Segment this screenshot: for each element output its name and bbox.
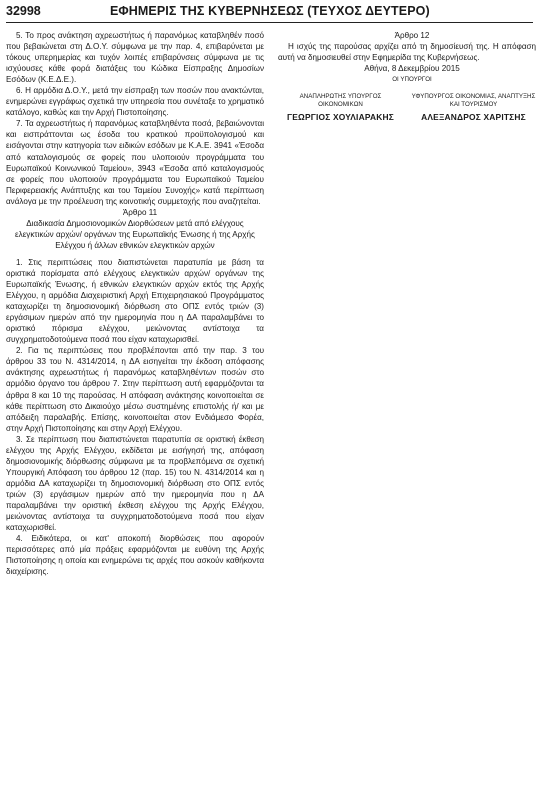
page-number: 32998 xyxy=(6,4,41,18)
page-header xyxy=(6,4,533,23)
article-12-text: Η ισχύς της παρούσας αρχίζει από τη δημοσίευσή της. Η απόφαση αυτή να δημοσιευθεί στην Εφημερίδα της Κυβερνήσεως. xyxy=(278,42,536,63)
signature-block-2 xyxy=(411,93,536,123)
signing-date: Αθήνα, 8 Δεκεμβρίου 2015 xyxy=(364,64,460,74)
signature-1-name: ΓΕΩΡΓΙΟΣ ΧΟΥΛΙΑΡΑΚΗΣ xyxy=(287,112,394,123)
signature-2-role: ΥΦΥΠΟΥΡΓΟΣ ΟΙΚΟΝΟΜΙΑΣ, ΑΝΑΠΤΥΞΗΣ ΚΑΙ ΤΟΥΡΙΣΜΟΥ xyxy=(411,93,536,108)
paragraph-7: 7. Τα αχρεωστήτως ή παρανόμως καταβληθέντα ποσά, βεβαιώνονται και εισπράττονται ως έσοδα του κρατικού προϋπολογισμού και εισάγονται στην κατηγορία των ειδικών εσόδων με Κ.Α.Ε. 3941 «Έσοδα από καταλογισμούς σε φορείς που υλοποιούν προγράμματα του Ευρωπαϊκού Κοινωνικού Ταμείου», 3943 «Έσοδα από καταλογισμούς σε φορείς που υλοποιούν προγράμματα του Ευρωπαϊκού Ταμείου Περιφερειακής Ανάπτυξης και του Ταμείου Συνοχής» κατά περίπτωση ανάλογα με την προέλευση της κοινοτικής συμμετοχής που αναζητείται. xyxy=(6,119,264,206)
signature-block-1 xyxy=(278,93,403,123)
signature-1-role: ΑΝΑΠΛΗΡΩΤΗΣ ΥΠΟΥΡΓΟΣ ΟΙΚΟΝΟΜΙΚΩΝ xyxy=(299,93,382,108)
right-column xyxy=(278,30,536,123)
article-11-heading: Άρθρο 11 xyxy=(122,207,158,217)
left-column xyxy=(6,30,264,577)
gazette-title: ΕΦΗΜΕΡΙΣ ΤΗΣ ΚΥΒΕΡΝΗΣΕΩΣ (ΤΕΥΧΟΣ ΔΕΥΤΕΡΟ) xyxy=(110,4,430,18)
article-12-heading: Άρθρο 12 xyxy=(394,31,430,40)
article-11-subtitle: Διαδικασία Δημοσιονομικών Διορθώσεων μετά από ελέγχους ελεγκτικών αρχών/ οργάνων της Ευρωπαϊκής Ένωσης ή της Αρχής Ελέγχου ή άλλων εθνικών ελεγκτικών αρχών xyxy=(15,218,255,250)
article-11-paragraph-2: 2. Για τις περιπτώσεις που προβλέπονται από την παρ. 3 του άρθρου 33 του Ν. 4314/2014, η ΔΑ εισηγείται την έκδοση απόφασης ανάκτησης αχρεωστήτως ή παρανόμως καταβληθέντων ποσών στο αρμόδιο όργανο του άρθρου 7. Στην περίπτωση αυτή εφαρμόζονται τα άρθρα 8 και 10 της παρούσας. Η απόφαση ανάκτησης κοινοποιείται σε κάθε περίπτωση στο Δικαιούχο μέσω συστημένης επιστολής ή/ και με απόδειξη παραλαβής. Επίσης, κοινοποιείται στον Ενδιάμεσο Φορέα, στην Αρχή Πιστοποίησης και στην Αρχή Ελέγχου. xyxy=(6,346,264,433)
article-11-paragraph-1: 1. Στις περιπτώσεις που διαπιστώνεται παρατυπία με βάση τα οριστικά πορίσματα από ελέγχους ελεγκτικών αρχών/ οργάνων της Ευρωπαϊκής Ένωσης, ή εθνικών ελεγκτικών αρχών εκτός της Αρχής Ελέγχου, η αρμόδια Διαχειριστική Αρχή Επιχειρησιακού Προγράμματος καταχωρίζει τη δημοσιονομική διόρθωση στο ΟΠΣ εντός τριών (3) εργάσιμων ημερών από την ημερομηνία που η ΔΑ παραλαμβάνει το οριστικό πόρισμα ελέγχου, μειώνοντας αντίστοιχα τα συγχρηματοδοτούμενα ποσά που είχαν καταχωρισθεί. xyxy=(6,257,264,345)
paragraph-6: 6. Η αρμόδια Δ.Ο.Υ., μετά την είσπραξη των ποσών που ανακτώνται, ενημερώνει εγγράφως σχετικά την υπηρεσία που συνέταξε το χρηματικό κατάλογο, καθώς και την Αρχή Πιστοποίησης. xyxy=(6,86,264,118)
paragraph-5: 5. Το προς ανάκτηση αχρεωστήτως ή παρανόμως καταβληθέν ποσό που βεβαιώνεται στη Δ.Ο.Υ. σύμφωνα με την παρ. 4, επιβαρύνεται με τόκους υπερημερίας και τυχόν λοιπές επιβαρύνσεις σύμφωνα με τις ισχύουσες κάθε φορά διατάξεις του Κώδικα Είσπραξης Δημοσίων Εσόδων (Κ.Ε.Δ.Ε.). xyxy=(6,31,264,85)
article-11-paragraph-3: 3. Σε περίπτωση που διαπιστώνεται παρατυπία σε οριστική έκθεση ελέγχου της Αρχής Ελέγχου, εκδίδεται με εισήγησή της, απόφαση δημοσιονομικής διόρθωσης σύμφωνα με τα προβλεπόμενα σε σχετική Υπουργική Απόφαση του άρθρου 12 (παρ. 15) του Ν. 4314/2014 και η αρμόδια ΔΑ καταχωρίζει τη δημοσιονομική διόρθωση στο ΟΠΣ εντός τριών (3) εργάσιμων ημερών από την ημερομηνία που η ΔΑ παραλαμβάνει την οριστική έκθεση ελέγχου της Αρχής Ελέγχου, μειώνοντας αντίστοιχα τα συγχρηματοδοτούμενα ποσά που είχαν καταχωρισθεί. xyxy=(6,434,264,533)
ministers-label: ΟΙ ΥΠΟΥΡΓΟΙ xyxy=(392,76,432,84)
article-11-paragraph-4: 4. Ειδικότερα, οι κατ' αποκοπή διορθώσεις που αφορούν περισσότερες από μία πράξεις εφαρμόζονται με ευθύνη της Αρχής Πιστοποίησης η οποία και ενημερώνει τις αρχές που ασκούν καθήκοντα διαχείρισης. xyxy=(6,534,264,577)
signature-2-name: ΑΛΕΞΑΝΔΡΟΣ ΧΑΡΙΤΣΗΣ xyxy=(421,112,526,123)
signatures xyxy=(278,93,536,123)
